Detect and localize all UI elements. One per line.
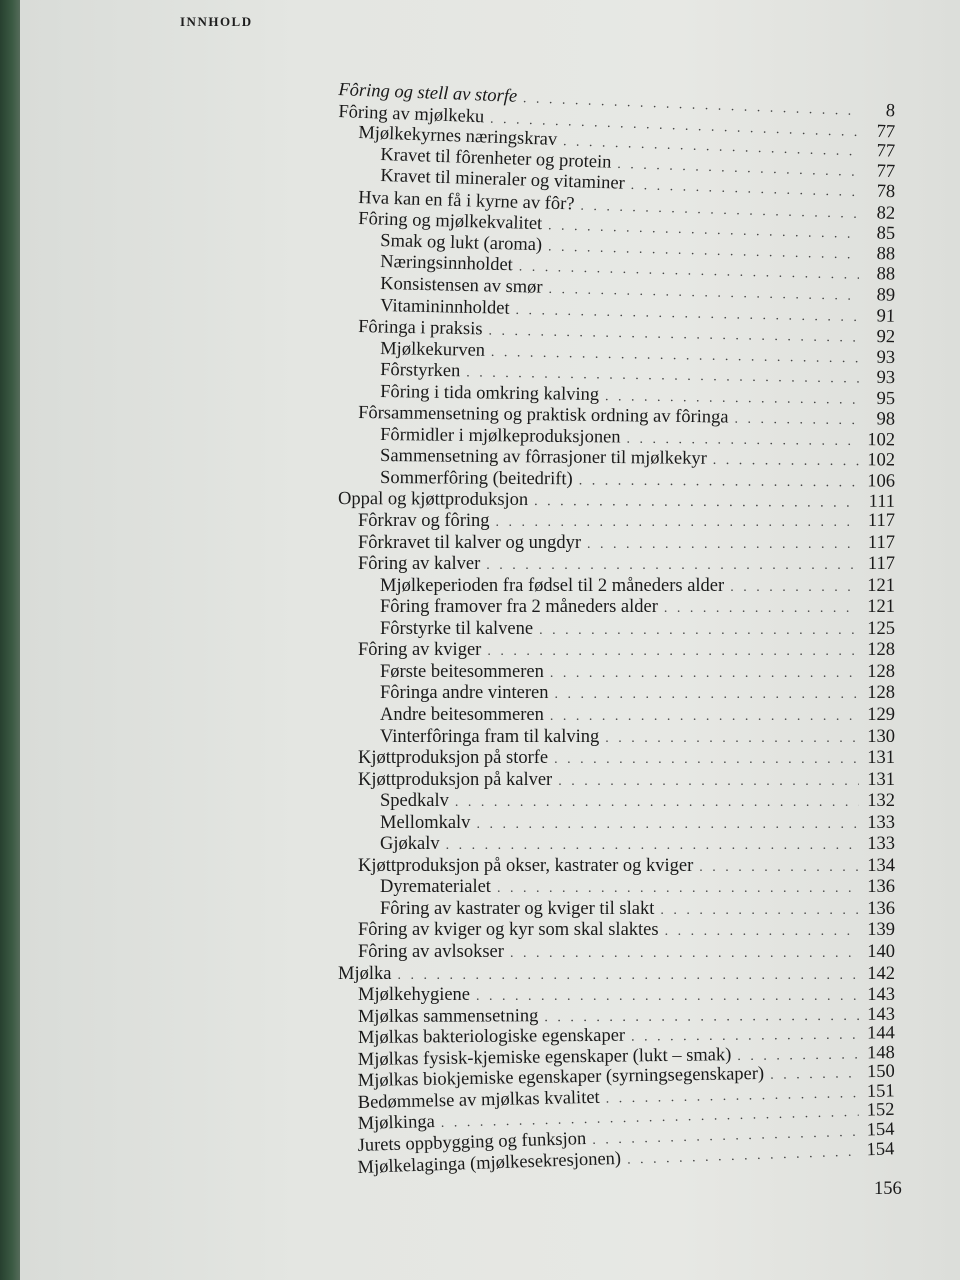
dot-leader — [626, 431, 859, 449]
toc-entry — [380, 705, 895, 726]
toc-entry — [380, 791, 895, 812]
toc-entry-title: Mjølka — [338, 963, 392, 984]
dot-leader — [496, 515, 859, 531]
toc-entry-page: 88 — [876, 264, 896, 285]
toc-entry-title: Fôring av mjølkeku — [338, 101, 485, 127]
toc-entry — [358, 985, 895, 1006]
toc-entry-title: Jurets oppbygging og funksjon — [357, 1128, 587, 1156]
dot-leader — [486, 558, 859, 574]
toc-entry-title: Første beitesommeren — [380, 661, 544, 682]
toc-entry-page: 154 — [866, 1138, 895, 1160]
dot-leader — [558, 774, 859, 790]
toc-entry-title: Hva kan en få i kyrne av fôr? — [358, 187, 575, 215]
toc-entry-page: 77 — [876, 161, 896, 182]
toc-entry-page: 102 — [867, 450, 896, 471]
toc-entry-title: Mjølkekyrnes næringskrav — [358, 123, 558, 151]
toc-entry-title: Fôrstyrken — [380, 360, 461, 382]
toc-entry — [358, 554, 895, 575]
toc-entry-page: 121 — [867, 575, 895, 596]
toc-entry-page: 88 — [876, 243, 896, 265]
toc-entry-title: Oppal og kjøttproduksjon — [338, 489, 529, 511]
dot-leader — [554, 752, 859, 768]
toc-entry-page: 92 — [876, 327, 896, 348]
toc-entry-title: Fôring av kalver — [358, 554, 481, 575]
toc-entry-page: 130 — [867, 726, 895, 747]
toc-entry — [380, 834, 895, 855]
dot-leader — [476, 817, 859, 833]
toc-entry-title: Mjølkas sammensetning — [357, 1005, 539, 1027]
toc-entry-page: 142 — [867, 963, 895, 984]
running-head: INNHOLD — [180, 14, 253, 29]
toc-entry-page: 131 — [867, 748, 895, 769]
dot-leader — [713, 453, 859, 470]
trailing-page-number: 156 — [874, 1179, 902, 1200]
toc-entry-page: 102 — [867, 429, 896, 451]
dot-leader — [734, 412, 859, 430]
toc-entry-page: 128 — [867, 661, 895, 682]
toc-entry-page: 77 — [876, 121, 896, 142]
dot-leader — [397, 968, 859, 984]
toc-entry-page: 128 — [867, 683, 895, 704]
toc-entry-page: 98 — [876, 409, 896, 430]
toc-entry-page: 150 — [866, 1061, 895, 1083]
toc-entry-title: Fôring og mjølkekvalitet — [358, 209, 543, 235]
toc-entry-title: Mjølkehygiene — [358, 985, 471, 1006]
toc-entry — [338, 964, 895, 985]
toc-entry-title: Mjølkas bakteriologiske egenskaper — [357, 1025, 626, 1049]
dot-leader — [534, 494, 859, 512]
toc-entry — [358, 748, 895, 769]
dot-leader — [605, 731, 859, 747]
toc-entry-page: 132 — [867, 791, 895, 812]
toc-entry-title: Mjølkas fysisk-kjemiske egenskaper (lukt – smak) — [357, 1044, 732, 1070]
toc-entry-title: Vitamininnholdet — [380, 295, 510, 319]
toc-entry — [380, 727, 895, 748]
dot-leader — [455, 795, 859, 811]
toc-entry-title: Sommerfôring (beitedrift) — [380, 467, 573, 490]
toc-entry — [358, 920, 895, 941]
toc-entry-page: 117 — [867, 532, 895, 553]
toc-entry — [380, 899, 895, 920]
toc-entry-page: 133 — [867, 834, 895, 855]
toc-entry-page: 131 — [867, 769, 895, 790]
toc-entry-page: 85 — [876, 223, 896, 245]
toc-entry-page: 93 — [876, 367, 896, 389]
toc-entry — [358, 533, 895, 554]
toc-entry — [358, 640, 895, 661]
toc-entry-title: Gjøkalv — [380, 834, 440, 855]
toc-entry-page: 152 — [866, 1100, 895, 1122]
toc-entry-page: 106 — [867, 471, 896, 492]
toc-entry — [358, 770, 895, 791]
toc-entry-page: 117 — [867, 554, 895, 575]
toc-entry — [380, 576, 895, 597]
toc-entry-page: 95 — [876, 388, 896, 409]
toc-entry-title: Kravet til fôrenheter og protein — [380, 144, 612, 173]
dot-leader — [555, 687, 860, 703]
toc-entry-title: Fôring av kviger — [358, 640, 482, 661]
dot-leader — [665, 924, 859, 940]
toc-entry-title: Fôrkravet til kalver og ungdyr — [358, 532, 581, 553]
dot-leader — [497, 881, 859, 897]
toc-entry-title: Fôrmidler i mjølkeproduksjonen — [380, 424, 621, 448]
toc-entry-page: 133 — [867, 812, 895, 833]
toc-entry-page: 121 — [867, 597, 895, 618]
toc-entry-page: 117 — [867, 511, 895, 531]
toc-entry-page: 93 — [876, 347, 896, 368]
toc-entry-title: Fôrsammensetning og praktisk ordning av fôringa — [358, 403, 729, 428]
toc-entry-page: 82 — [876, 203, 896, 224]
toc-entry-title: Fôringa andre vinteren — [380, 683, 549, 704]
dot-leader — [730, 580, 859, 596]
toc-entry — [358, 856, 895, 877]
dot-leader — [579, 473, 859, 491]
dot-leader — [664, 601, 859, 617]
toc-entry — [358, 511, 895, 532]
dot-leader — [446, 838, 859, 854]
toc-entry-title: Fôring og stell av storfe — [338, 80, 518, 107]
toc-entry-title: Fôring av kviger og kyr som skal slaktes — [358, 920, 659, 941]
toc-entry-page: 125 — [867, 618, 895, 639]
toc-entry-page: 111 — [868, 492, 896, 513]
toc-entry-title: Fôring framover fra 2 måneders alder — [380, 597, 658, 618]
toc-entry-page: 143 — [867, 985, 895, 1006]
toc-entry-title: Spedkalv — [380, 791, 449, 812]
toc-entry-title: Kravet til mineraler og vitaminer — [380, 166, 626, 194]
dot-leader — [605, 389, 859, 409]
toc-entry-page: 77 — [876, 141, 896, 162]
toc-entry-title: Mjølkas biokjemiske egenskaper (syrningsegenskaper) — [357, 1064, 765, 1092]
toc-entry-title: Sammensetning av fôrrasjoner til mjølkekyr — [380, 446, 707, 470]
toc-entry — [380, 813, 895, 834]
toc-entry-title: Mellomkalv — [380, 812, 471, 833]
toc-entry-title: Konsistensen av smør — [380, 273, 543, 298]
dot-leader — [699, 860, 859, 876]
toc-entry-page: 136 — [867, 877, 895, 898]
dot-leader — [550, 666, 859, 682]
toc-entry-page: 129 — [867, 704, 895, 725]
toc-entry-title: Næringsinnholdet — [380, 252, 514, 276]
toc-entry-page: 144 — [867, 1023, 895, 1044]
dot-leader — [539, 623, 859, 639]
toc-entry-title: Kjøttproduksjon på kalver — [358, 769, 553, 790]
toc-entry-title: Kjøttproduksjon på okser, kastrater og kviger — [358, 855, 694, 876]
toc-entry-title: Dyrematerialet — [380, 877, 491, 898]
toc-entry-page: 139 — [867, 920, 895, 941]
toc-entry — [380, 662, 895, 683]
toc-entry-title: Mjølkekurven — [380, 338, 486, 361]
toc-entry-page: 154 — [866, 1119, 895, 1141]
toc-entry-title: Andre beitesommeren — [380, 704, 544, 725]
toc-entry-title: Fôring av avlsokser — [358, 942, 504, 962]
toc-entry-page: 8 — [885, 101, 896, 122]
dot-leader — [487, 644, 859, 660]
toc-entry-title: Fôring i tida omkring kalving — [380, 381, 600, 405]
toc-entry — [380, 683, 895, 704]
toc-entry — [380, 877, 895, 898]
dot-leader — [587, 537, 859, 553]
toc-entry-page: 140 — [867, 942, 895, 962]
toc-entry-page: 134 — [867, 855, 895, 876]
dot-leader — [660, 903, 859, 919]
toc-entry-title: Fôrstyrke til kalvene — [380, 618, 534, 639]
toc-entry-title: Mjølkelaginga (mjølkesekresjonen) — [357, 1148, 622, 1178]
toc-entry-title: Smak og lukt (aroma) — [380, 230, 543, 256]
toc-entry-title: Fôrkrav og fôring — [358, 511, 490, 531]
toc-entry-title: Vinterfôringa fram til kalving — [380, 726, 600, 747]
toc-entry-title: Bedømmelse av mjølkas kvalitet — [357, 1087, 600, 1113]
dot-leader — [510, 946, 859, 962]
toc-entry — [358, 942, 895, 963]
toc-entry-title: Fôringa i praksis — [358, 317, 483, 340]
toc-entry — [380, 597, 895, 618]
toc-entry-page: 136 — [867, 898, 895, 919]
toc-entry-page: 89 — [876, 285, 896, 306]
toc-entry-title: Mjølkeperioden fra fødsel til 2 måneders alder — [380, 575, 725, 596]
toc-entry-title: Fôring av kastrater og kviger til slakt — [380, 898, 655, 919]
toc-entry-page: 78 — [876, 181, 896, 203]
toc-entry-page: 143 — [867, 1004, 895, 1025]
toc-entry-title: Kjøttproduksjon på storfe — [358, 748, 549, 769]
toc-entry-page: 151 — [866, 1081, 895, 1102]
toc-entry-page: 128 — [867, 640, 895, 661]
dot-leader — [476, 989, 859, 1005]
dot-leader — [627, 1144, 859, 1168]
toc-entry-title: Mjølkinga — [357, 1112, 436, 1135]
toc-entry-page: 148 — [866, 1042, 895, 1064]
toc-entry — [338, 489, 895, 513]
toc-entry — [380, 619, 895, 640]
dot-leader — [550, 709, 859, 725]
toc-entry-page: 91 — [876, 305, 896, 327]
